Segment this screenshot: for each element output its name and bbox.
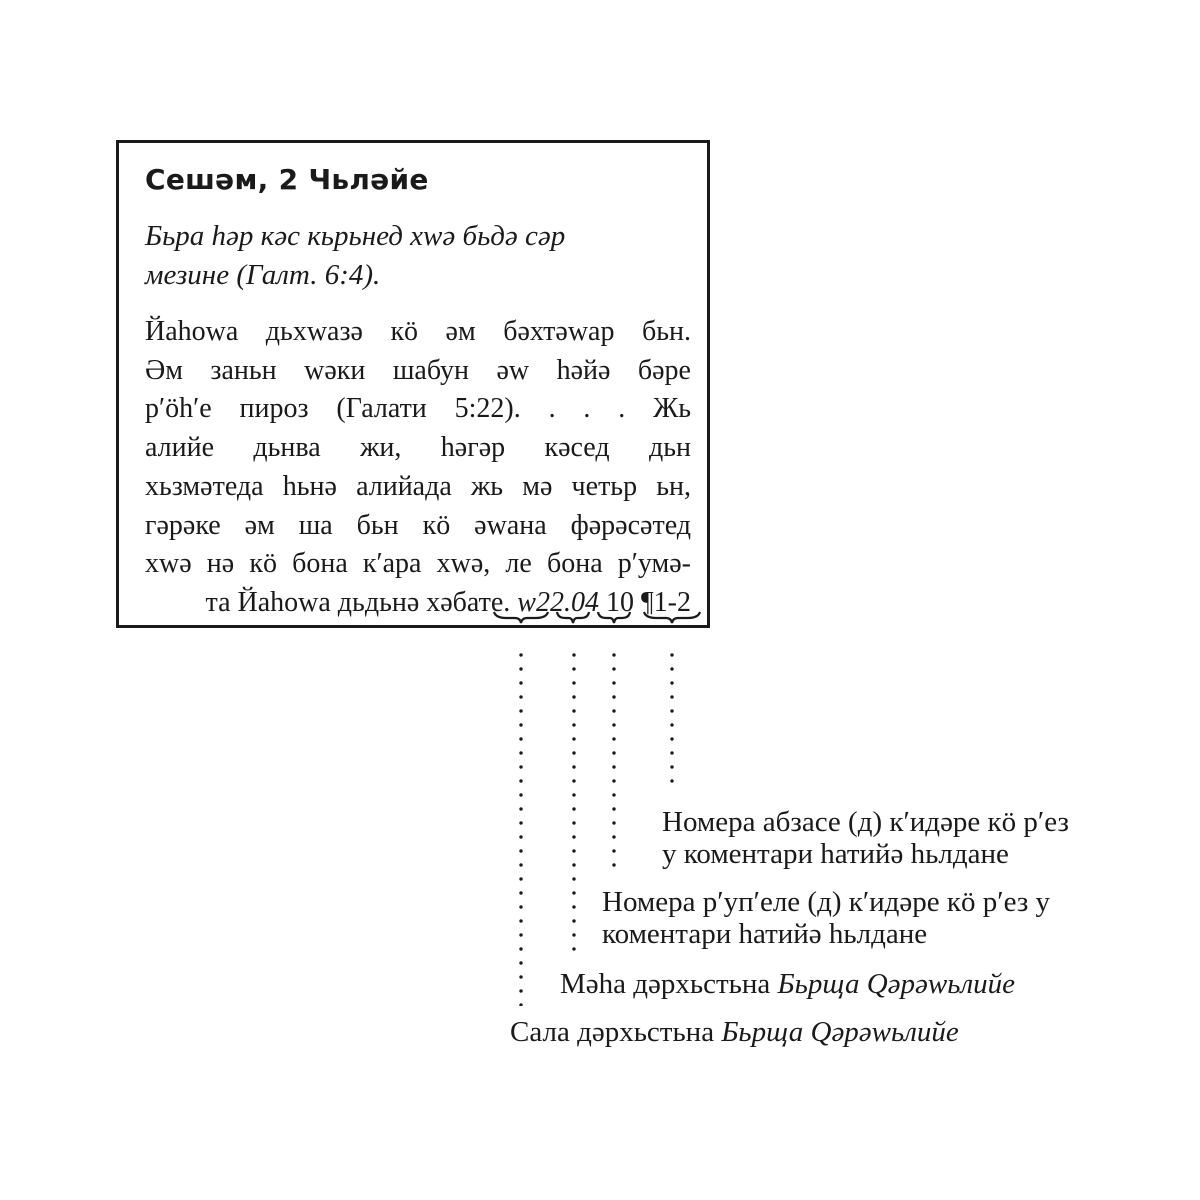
date-heading: Сешәм, 2 Чьләйе <box>145 163 429 196</box>
legend-paragraph-line-1: Номера абзасе (д) к′идәре кӧ р′ез <box>662 806 1069 838</box>
legend-month-publication: Бьрща Qәрәwьлийе <box>777 968 1015 1000</box>
legend-page-numbers <box>602 886 1050 950</box>
body-line-2: Әм заньн wәки шабун әw һәйә бәре <box>145 354 691 386</box>
body-line-6: гәрәке әм ша бьн кӧ әwана фәрәсәтед <box>145 509 691 541</box>
reference-paragraph: ¶1-2 <box>640 586 691 618</box>
comment-body <box>145 313 691 623</box>
body-line-8-text: та Йаһоwа дьдьнә хәбате. <box>205 586 511 618</box>
brace-issue-year <box>492 606 550 628</box>
body-line-3: р′ӧһ′е пироз (Галати 5:22). . . . Жь <box>145 393 691 425</box>
legend-page-line-1: Номера р′уп′еле (д) к′идәре кӧ р′ез у <box>602 886 1051 918</box>
legend-issue-month <box>560 968 1015 1000</box>
dotted-leader-paragraph <box>670 648 674 792</box>
legend-year-publication: Бьрща Qәрәwьлийе <box>721 1016 959 1048</box>
legend-paragraph-line-2: у коментари һатийә һьлдане <box>662 838 1009 870</box>
dotted-leader-month <box>572 648 576 952</box>
dotted-leader-page <box>612 648 616 872</box>
body-line-7: хwә нә кӧ бона к′ара хwә, ле бона р′умә- <box>145 548 691 580</box>
legend-year-prefix: Сала дәрхьстьна <box>510 1016 715 1048</box>
legend-month-prefix: Мәһа дәрхьстьна <box>560 968 771 1000</box>
dotted-leader-year <box>519 648 523 1006</box>
reference-issue: w22.04 <box>517 586 599 618</box>
reference-page: 10 <box>605 586 634 618</box>
body-line-5: хьзмәтеда һьнә алийада жь мә четьр ьн, <box>145 470 691 502</box>
brace-paragraph <box>642 606 702 628</box>
legend-page-line-2: коментари һатийә һьлдане <box>602 918 928 950</box>
body-line-4: алийе дьнва жи, һәгәр кәсед дьн <box>145 432 691 464</box>
legend-paragraph-numbers <box>662 806 1069 870</box>
scripture-quote <box>145 217 685 295</box>
brace-page <box>596 606 632 628</box>
brace-issue-month <box>555 606 591 628</box>
scripture-line-2: мезине (Галт. 6:4). <box>145 259 381 291</box>
scripture-line-1: Бьра һәр кәс кьрьнед хwә бьдә сәр <box>145 220 566 252</box>
daily-text-box <box>116 140 710 628</box>
body-line-1: Йаһоwа дьхwазә кӧ әм бәхтәwар бьн. <box>145 316 691 347</box>
legend-issue-year <box>510 1016 959 1048</box>
